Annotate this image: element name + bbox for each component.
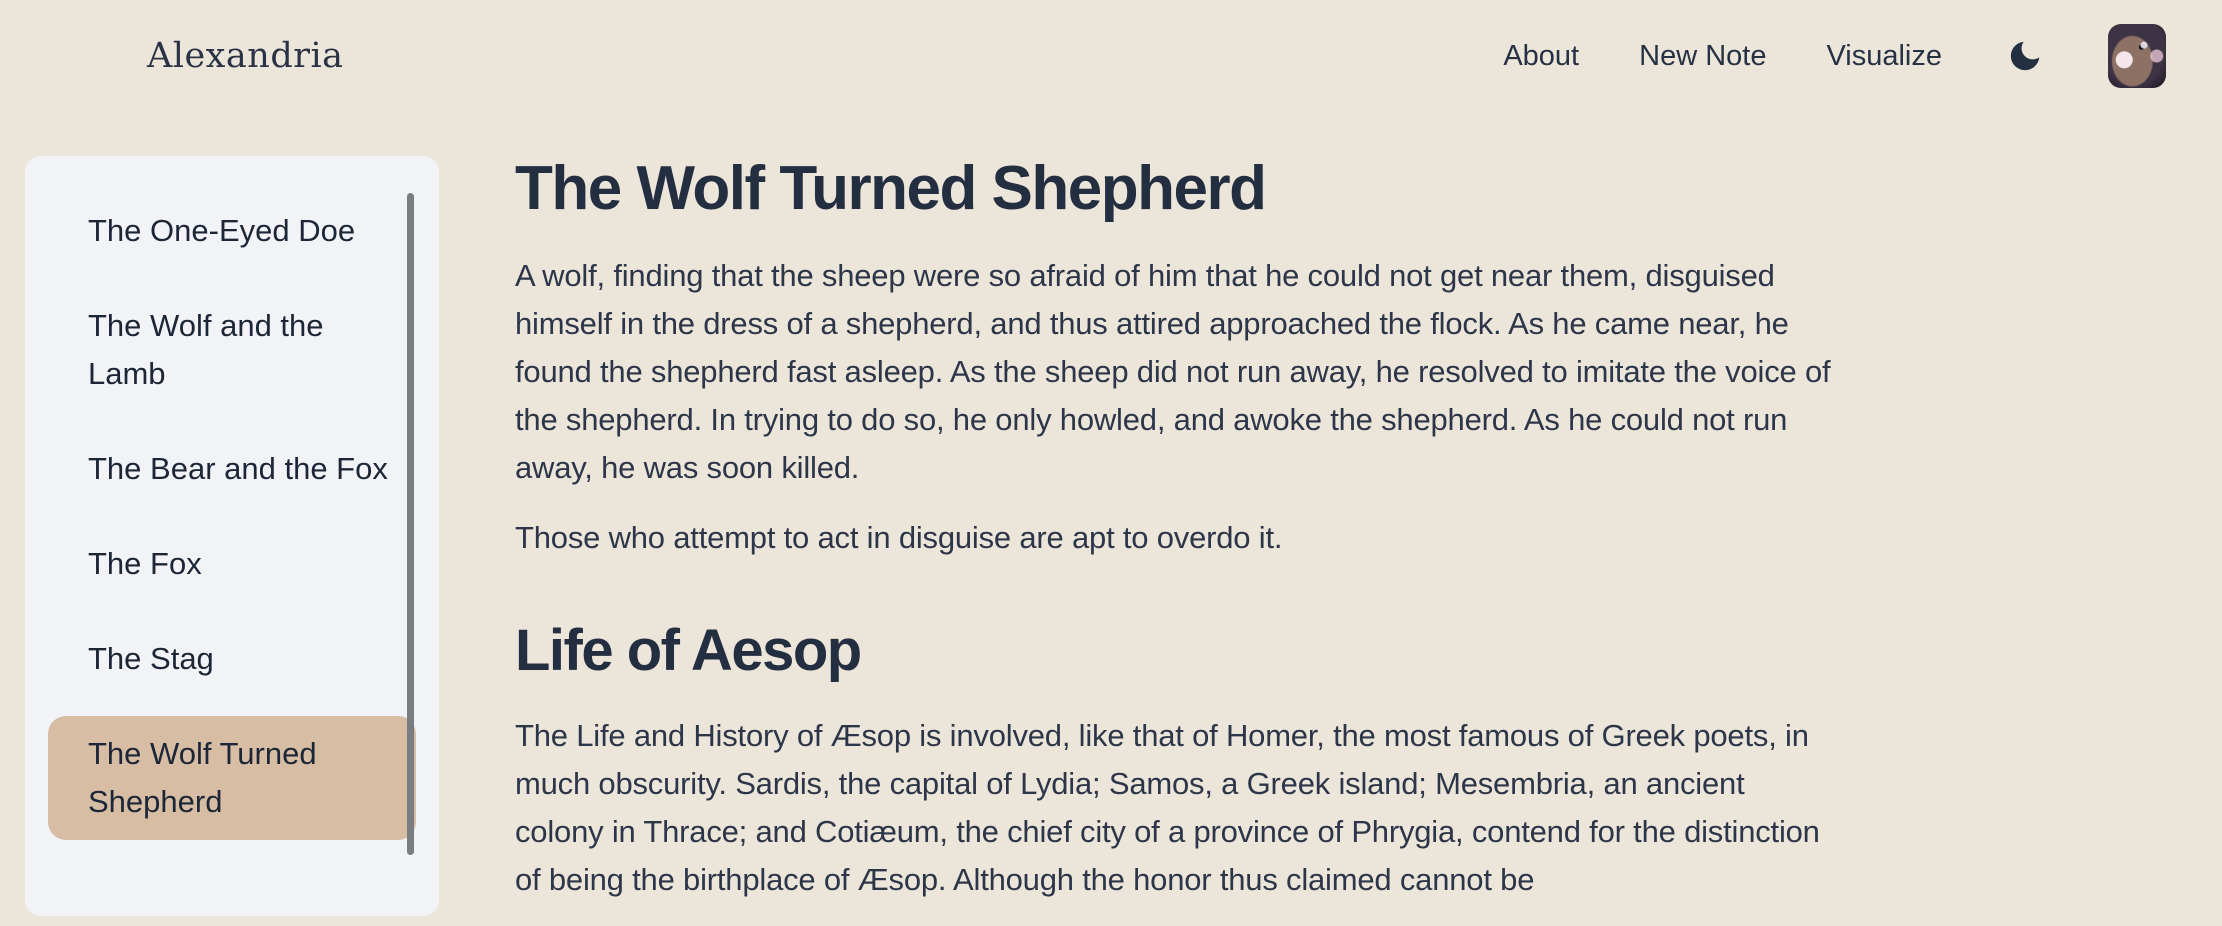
nav-about[interactable]: About [1503, 39, 1580, 72]
sidebar-item[interactable] [48, 431, 416, 507]
sidebar-item[interactable] [48, 716, 416, 840]
sidebar-item[interactable] [48, 621, 416, 697]
sidebar-item[interactable] [48, 193, 416, 269]
sidebar-item-label: The Bear and the Fox [88, 451, 388, 486]
sidebar-item-label: The One-Eyed Doe [88, 213, 356, 248]
note-list [25, 156, 439, 896]
user-avatar[interactable] [2108, 24, 2166, 88]
note-moral: Those who attempt to act in disguise are apt to overdo it. [515, 520, 1283, 556]
sidebar-item-label: The Wolf Turned Shepherd [88, 736, 317, 819]
sidebar-item[interactable] [48, 526, 416, 602]
dark-mode-toggle[interactable] [2002, 33, 2048, 79]
section-paragraph: The Life and History of Æsop is involved, like that of Homer, the most famous of Greek poets, in much obscurity. Sardis, the capital of Lydia; Samos, a Greek island; Mesembria, an ancient colony in Thrace; and Cotiæum, the chief city of a province of Phrygia, contend for the distinction of being the birthplace of Æsop. Although the honor thus claimed cannot be [515, 717, 1820, 897]
note-content [515, 0, 1835, 926]
sidebar-item-label: The Wolf and the Lamb [88, 308, 324, 391]
brand-logo[interactable]: Alexandria [147, 36, 344, 76]
moon-icon [2006, 37, 2044, 75]
sidebar [25, 156, 439, 916]
nav-visualize[interactable]: Visualize [1826, 39, 1942, 72]
sidebar-item[interactable] [48, 288, 416, 412]
sidebar-item-label: The Stag [88, 641, 214, 676]
sidebar-scrollbar-thumb[interactable] [407, 193, 414, 855]
note-paragraph: A wolf, finding that the sheep were so afraid of him that he could not get near them, disguised himself in the dress of a shepherd, and thus attired approached the flock. As he came near, he found the shepherd fast asleep. As the sheep did not run away, he resolved to imitate the voice of the shepherd. In trying to do so, he only howled, and awoke the shepherd. As he could not run away, he was soon killed. [515, 258, 1831, 486]
note-title: The Wolf Turned Shepherd [515, 154, 1266, 223]
sidebar-item-label: The Fox [88, 546, 202, 581]
section-title: Life of Aesop [515, 618, 861, 684]
nav-new-note[interactable]: New Note [1639, 39, 1767, 72]
